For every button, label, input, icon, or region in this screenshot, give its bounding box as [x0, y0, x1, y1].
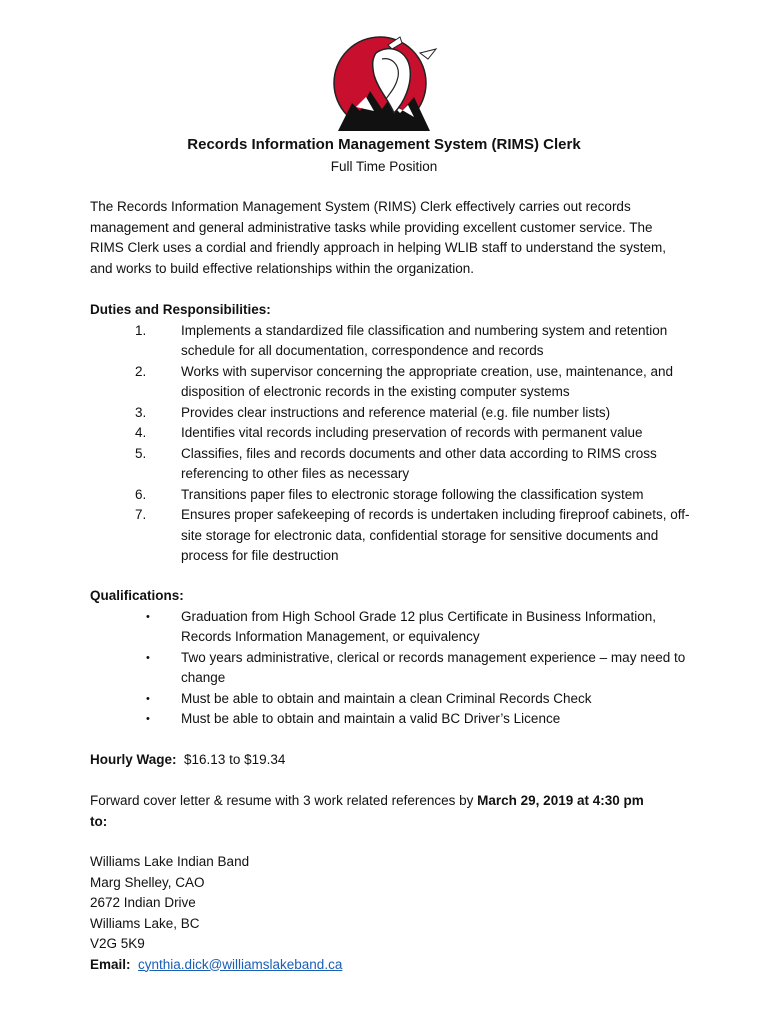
list-item [90, 321, 690, 362]
bullet-icon: • [146, 692, 150, 705]
list-text: Implements a standardized file classification and numbering system and retention schedule for all documentation, correspondence and records [181, 322, 668, 358]
list-item [90, 607, 690, 648]
bullet-icon: • [146, 651, 150, 664]
list-item [90, 485, 690, 506]
apply-deadline: March 29, 2019 at 4:30 pm [477, 793, 644, 808]
qualifications-section [90, 586, 690, 730]
qualifications-list [90, 607, 690, 730]
address-line: Marg Shelley, CAO [90, 874, 205, 890]
apply-to: to: [90, 813, 108, 829]
list-number: 1. [135, 322, 147, 338]
list-number: 4. [135, 425, 147, 440]
address-line: V2G 5K9 [90, 936, 145, 951]
list-number: 2. [135, 363, 147, 379]
list-text: Transitions paper files to electronic storage following the classification system [181, 486, 644, 502]
list-number: 5. [135, 445, 147, 461]
address-line: 2672 Indian Drive [90, 895, 196, 910]
address-line: Williams Lake Indian Band [90, 854, 250, 869]
job-title: Records Information Management System (RIMS) Clerk [187, 136, 581, 153]
duties-section [90, 300, 690, 567]
list-number: 7. [135, 507, 147, 522]
bullet-icon: • [146, 610, 150, 623]
list-text: Works with supervisor concerning the appropriate creation, use, maintenance, and disposition of electronic records in the existing computer systems [181, 363, 674, 399]
list-text: Two years administrative, clerical or records management experience – may need to change [181, 649, 686, 685]
band-logo [330, 33, 438, 133]
duties-heading: Duties and Responsibilities: [90, 302, 271, 317]
list-text: Provides clear instructions and reference material (e.g. file number lists) [181, 404, 611, 420]
list-item [90, 505, 690, 567]
contact-address [90, 852, 690, 975]
email-link[interactable]: cynthia.dick@williamslakeband.ca [138, 956, 343, 972]
qualifications-heading: Qualifications: [90, 588, 184, 603]
email-line [90, 955, 690, 976]
list-number: 6. [135, 486, 147, 502]
intro-paragraph: The Records Information Management System (RIMS) Clerk effectively carries out records management and general administrative tasks while providing excellent customer service. The RIMS Clerk uses a cordial and friendly approach in helping WLIB staff to understand the system, and works to build effective relationships within the organization. [90, 199, 667, 276]
bullet-icon: • [146, 713, 150, 725]
address-line: Williams Lake, BC [90, 915, 200, 931]
list-item [90, 689, 690, 710]
wage-line [90, 750, 690, 771]
list-text: Classifies, files and records documents and other data according to RIMS cross referencing to other files as necessary [181, 445, 657, 481]
email-label: Email: [90, 956, 131, 972]
apply-text: Forward cover letter & resume with 3 work related references by [90, 793, 478, 808]
apply-instructions [90, 791, 680, 832]
list-number: 3. [135, 404, 147, 420]
list-item [90, 423, 690, 444]
list-item [90, 362, 690, 403]
list-text: Ensures proper safekeeping of records is undertaken including fireproof cabinets, off-site storage for electronic data, confidential storage for sensitive documents and process for file destruction [181, 507, 690, 563]
list-item [90, 648, 690, 689]
list-text: Graduation from High School Grade 12 plus Certificate in Business Information, Records Information Management, or equivalency [181, 608, 656, 644]
list-text: Identifies vital records including preservation of records with permanent value [181, 425, 643, 440]
list-item [90, 403, 690, 424]
list-text: Must be able to obtain and maintain a clean Criminal Records Check [181, 690, 592, 706]
list-item [90, 709, 690, 730]
duties-list [90, 321, 690, 567]
wage-label: Hourly Wage: [90, 752, 177, 767]
job-type: Full Time Position [330, 159, 438, 174]
wage-value: $16.13 to $19.34 [184, 752, 286, 767]
list-text: Must be able to obtain and maintain a valid BC Driver’s Licence [181, 711, 561, 726]
list-item [90, 444, 690, 485]
